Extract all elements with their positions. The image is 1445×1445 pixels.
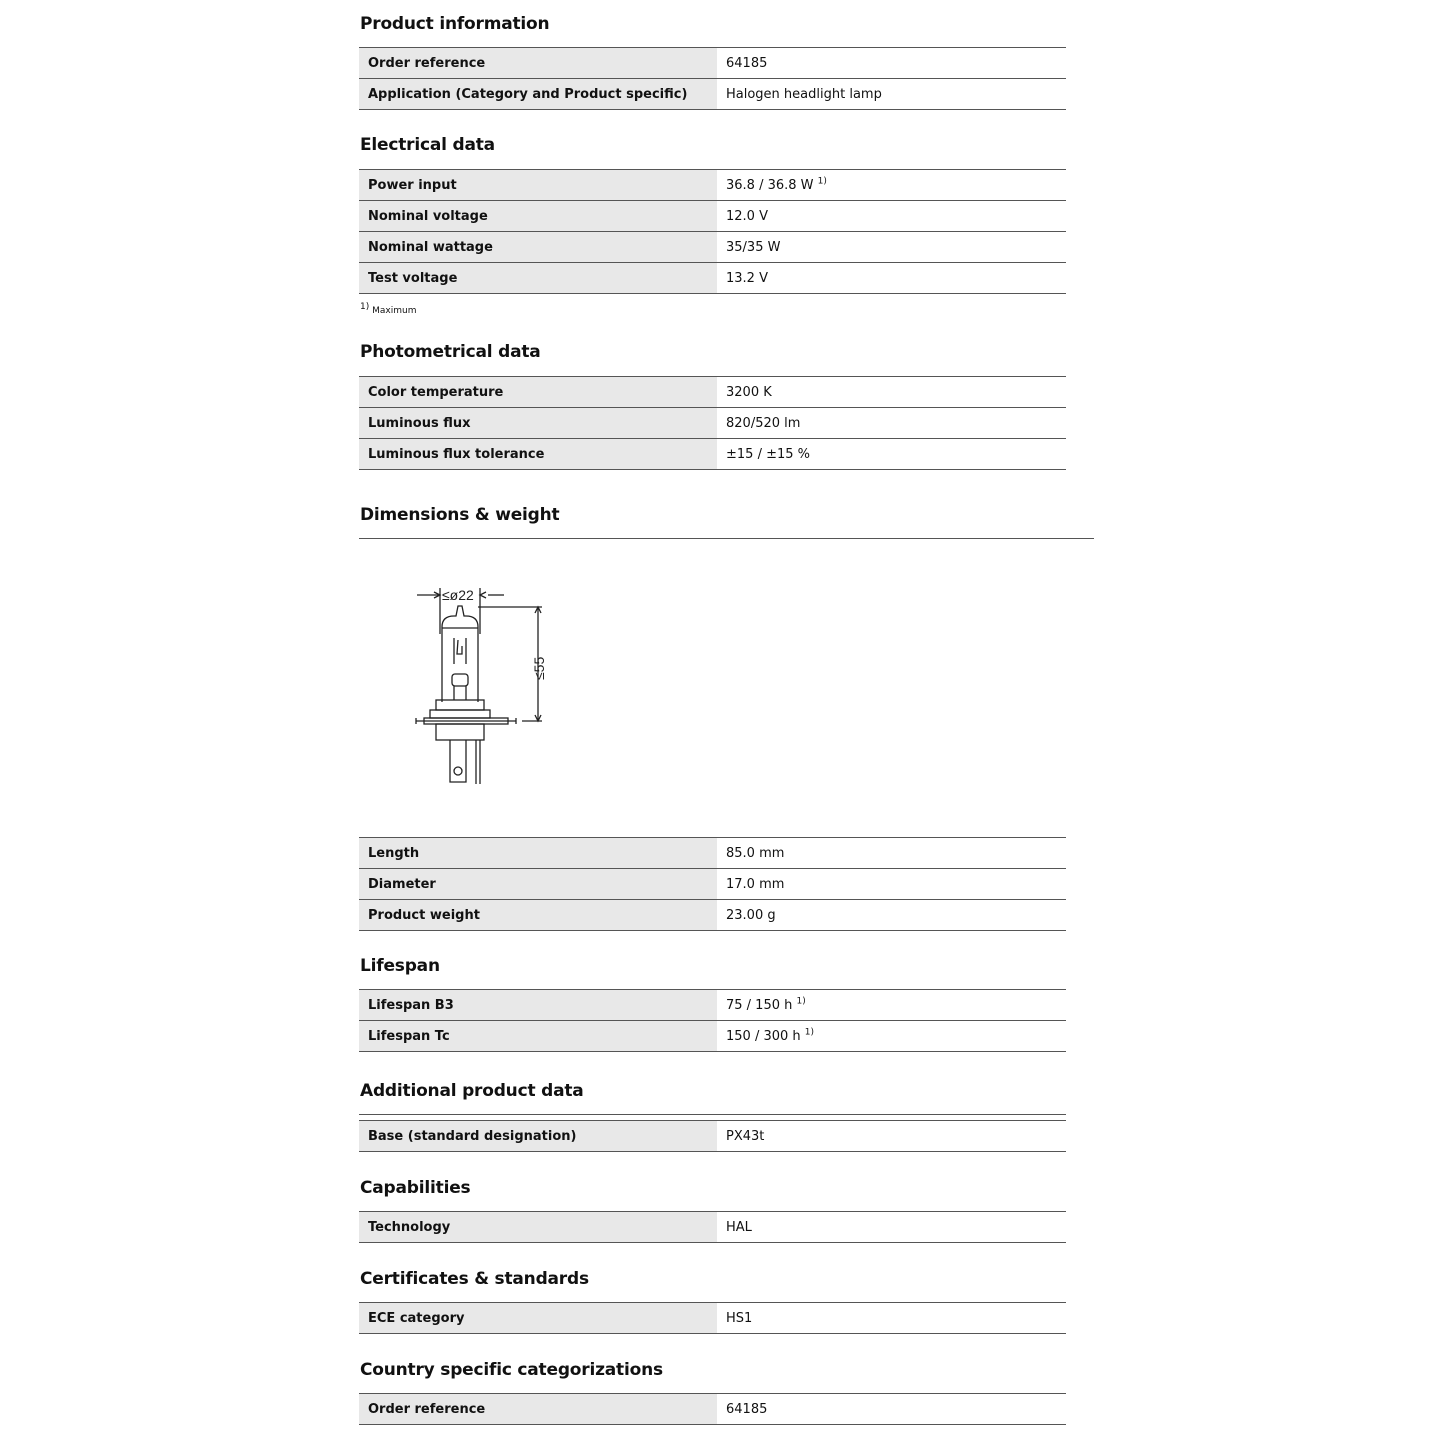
section-title-country-specific: Country specific categorizations [360, 1360, 663, 1380]
table-row [359, 1021, 1066, 1052]
row-value: 17.0 mm [717, 869, 1066, 899]
table-row [359, 869, 1066, 900]
row-label: Nominal voltage [359, 201, 717, 231]
country-specific-table [359, 1393, 1066, 1425]
value-text: 36.8 / 36.8 W [726, 178, 814, 193]
row-label: Color temperature [359, 377, 717, 407]
table-row [359, 232, 1066, 263]
capabilities-table [359, 1211, 1066, 1243]
electrical-data-table [359, 169, 1066, 294]
row-value: 23.00 g [717, 900, 1066, 930]
section-title-electrical-data: Electrical data [360, 135, 495, 155]
row-value: 3200 K [717, 377, 1066, 407]
additional-product-data-table [359, 1120, 1066, 1152]
section-title-photometrical-data: Photometrical data [360, 342, 541, 362]
row-label: Diameter [359, 869, 717, 899]
table-row [359, 201, 1066, 232]
dimensions-table [359, 837, 1066, 931]
row-value: ±15 / ±15 % [717, 439, 1066, 469]
footnote-ref: 1) [796, 996, 806, 1007]
row-label: Luminous flux tolerance [359, 439, 717, 469]
section-title-certificates-standards: Certificates & standards [360, 1269, 589, 1289]
section-title-capabilities: Capabilities [360, 1178, 471, 1198]
row-label: Nominal wattage [359, 232, 717, 262]
row-value: 64185 [717, 1394, 1066, 1424]
row-value [717, 170, 1066, 200]
table-row [359, 1303, 1066, 1334]
row-value [717, 1021, 1066, 1051]
table-row [359, 838, 1066, 869]
row-label: Base (standard designation) [359, 1121, 717, 1151]
row-label: Test voltage [359, 263, 717, 293]
row-label: Order reference [359, 48, 717, 78]
table-row [359, 263, 1066, 294]
row-value: 12.0 V [717, 201, 1066, 231]
table-row [359, 439, 1066, 470]
row-value: PX43t [717, 1121, 1066, 1151]
table-row [359, 990, 1066, 1021]
section-divider [359, 538, 1094, 539]
row-value: 13.2 V [717, 263, 1066, 293]
table-row [359, 1394, 1066, 1425]
row-value: 35/35 W [717, 232, 1066, 262]
section-title-additional-product-data: Additional product data [360, 1081, 584, 1101]
table-row [359, 1121, 1066, 1152]
lifespan-table [359, 989, 1066, 1052]
row-label: Application (Category and Product specific) [359, 79, 717, 109]
table-row [359, 377, 1066, 408]
row-value: 64185 [717, 48, 1066, 78]
row-value: HS1 [717, 1303, 1066, 1333]
row-label: Technology [359, 1212, 717, 1242]
table-row [359, 79, 1066, 110]
table-row [359, 900, 1066, 931]
footnote-ref: 1) [817, 176, 827, 187]
row-label: Lifespan Tc [359, 1021, 717, 1051]
diameter-label: ≤ø22 [442, 587, 474, 603]
row-value: 820/520 lm [717, 408, 1066, 438]
row-value: Halogen headlight lamp [717, 79, 1066, 109]
row-value: 85.0 mm [717, 838, 1066, 868]
row-label: Order reference [359, 1394, 717, 1424]
table-row [359, 1212, 1066, 1243]
height-label: ≤55 [531, 656, 547, 680]
section-title-product-information: Product information [360, 14, 550, 34]
section-title-lifespan: Lifespan [360, 956, 440, 976]
value-text: 150 / 300 h [726, 1029, 801, 1044]
row-label: Product weight [359, 900, 717, 930]
lamp-dimension-drawing [410, 582, 560, 792]
row-value [717, 990, 1066, 1020]
table-row [359, 48, 1066, 79]
row-label: Luminous flux [359, 408, 717, 438]
row-value: HAL [717, 1212, 1066, 1242]
row-label: Length [359, 838, 717, 868]
footnote-ref: 1) [804, 1027, 815, 1038]
footnote-text: Maximum [372, 306, 417, 316]
value-text: 75 / 150 h [726, 998, 793, 1013]
row-label: Lifespan B3 [359, 990, 717, 1020]
table-row [359, 408, 1066, 439]
row-label: Power input [359, 170, 717, 200]
row-label: ECE category [359, 1303, 717, 1333]
footnote-mark: 1) [360, 302, 370, 312]
table-row [359, 170, 1066, 201]
section-title-dimensions-weight: Dimensions & weight [360, 505, 560, 525]
footnote [360, 302, 416, 316]
section-divider [359, 1114, 1066, 1115]
certificates-table [359, 1302, 1066, 1334]
product-information-table [359, 47, 1066, 110]
photometrical-data-table [359, 376, 1066, 470]
